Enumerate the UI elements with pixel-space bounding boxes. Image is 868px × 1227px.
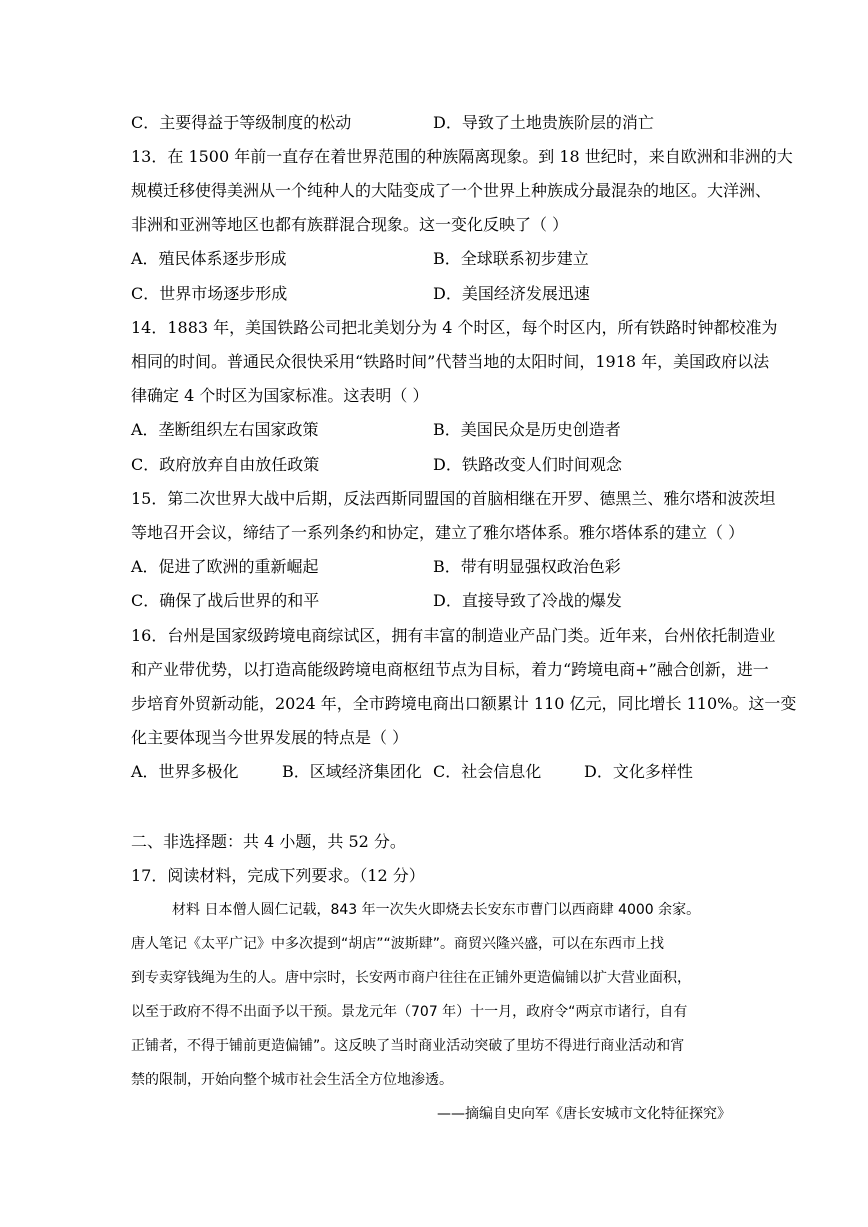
- q16-stem-line-2: 和产业带优势，以打造高能级跨境电商枢纽节点为目标，着力“跨境电商+”融合创新，进一: [131, 660, 769, 679]
- material-source: ——摘编自史向军《唐长安城市文化特征探究》: [437, 1106, 731, 1122]
- material-line-3: 到专卖穿钱绳为生的人。唐中宗时，长安两市商户往往在正铺外更造偏铺以扩大营业面积，: [131, 970, 691, 986]
- section2-heading: 二、非选择题：共 4 小题，共 52 分。: [131, 832, 406, 851]
- q15-option-d: D．直接导致了冷战的爆发: [433, 591, 622, 610]
- q17-prompt: 17．阅读材料，完成下列要求。（12 分）: [131, 866, 425, 885]
- q13-option-d: D．美国经济发展迅速: [433, 284, 590, 303]
- q14-option-b: B．美国民众是历史创造者: [433, 420, 621, 439]
- material-line-5: 正铺者，不得于铺前更造偏铺”。这反映了当时商业活动突破了里坊不得进行商业活动和宵: [131, 1038, 685, 1054]
- q13-stem-line-2: 规模迁移使得美洲从一个纯种人的大陆变成了一个世界上种族成分最混杂的地区。大洋洲、: [131, 181, 772, 200]
- q13-option-a: A．殖民体系逐步形成: [131, 249, 287, 268]
- q16-stem-line-4: 化主要体现当今世界发展的特点是（ ）: [131, 728, 409, 747]
- material-line-2: 唐人笔记《太平广记》中多次提到“胡店”“波斯肆”。商贸兴隆兴盛，可以在东西市上找: [131, 936, 665, 952]
- q14-option-a: A．垄断组织左右国家政策: [131, 420, 319, 439]
- material-line-4: 以至于政府不得不出面予以干预。景龙元年（707 年）十一月，政府令“两京市诸行，自有: [131, 1004, 688, 1020]
- q16-option-d: D．文化多样性: [584, 762, 693, 781]
- q12-option-d: D．导致了土地贵族阶层的消亡: [433, 113, 654, 132]
- q14-stem-line-2: 相同的时间。普通民众很快采用“铁路时间”代替当地的太阳时间，1918 年，美国政府以法: [131, 352, 770, 371]
- q16-option-a: A．世界多极化: [131, 762, 239, 781]
- q13-option-c: C．世界市场逐步形成: [131, 284, 288, 303]
- q16-stem-line-3: 步培育外贸新动能，2024 年，全市跨境电商出口额累计 110 亿元，同比增长 110%。这一变: [131, 694, 797, 713]
- q13-stem-line-3: 非洲和亚洲等地区也都有族群混合现象。这一变化反映了（ ）: [131, 215, 569, 234]
- q14-stem-line-1: 14．1883 年，美国铁路公司把北美划分为 4 个时区，每个时区内，所有铁路时钟都校准为: [131, 318, 778, 337]
- q15-option-b: B．带有明显强权政治色彩: [433, 557, 621, 576]
- q14-option-c: C．政府放弃自由放任政策: [131, 455, 320, 474]
- q12-option-c: C．主要得益于等级制度的松动: [131, 113, 352, 132]
- q15-option-a: A．促进了欧洲的重新崛起: [131, 557, 319, 576]
- material-line-6: 禁的限制，开始向整个城市社会生活全方位地渗透。: [131, 1072, 453, 1088]
- q15-stem-line-2: 等地召开会议，缔结了一系列条约和协定，建立了雅尔塔体系。雅尔塔体系的建立（ ）: [131, 523, 745, 542]
- q16-option-c: C．社会信息化: [433, 762, 542, 781]
- q13-stem-line-1: 13．在 1500 年前一直存在着世界范围的种族隔离现象。到 18 世纪时，来自欧洲和非洲的大: [131, 147, 793, 166]
- material-line-1: 材料 日本僧人圆仁记载，843 年一次失火即烧去长安东市曹门以西商肆 4000 余家。: [172, 902, 701, 918]
- q16-stem-line-1: 16．台州是国家级跨境电商综试区，拥有丰富的制造业产品门类。近年来，台州依托制造业: [131, 626, 776, 645]
- q14-stem-line-3: 律确定 4 个时区为国家标准。这表明（ ）: [131, 386, 429, 405]
- q16-option-b: B．区域经济集团化: [282, 762, 422, 781]
- q13-option-b: B．全球联系初步建立: [433, 249, 589, 268]
- q15-option-c: C．确保了战后世界的和平: [131, 591, 320, 610]
- q14-option-d: D．铁路改变人们时间观念: [433, 455, 622, 474]
- q15-stem-line-1: 15．第二次世界大战中后期，反法西斯同盟国的首脑相继在开罗、德黑兰、雅尔塔和波茨坦: [131, 489, 776, 508]
